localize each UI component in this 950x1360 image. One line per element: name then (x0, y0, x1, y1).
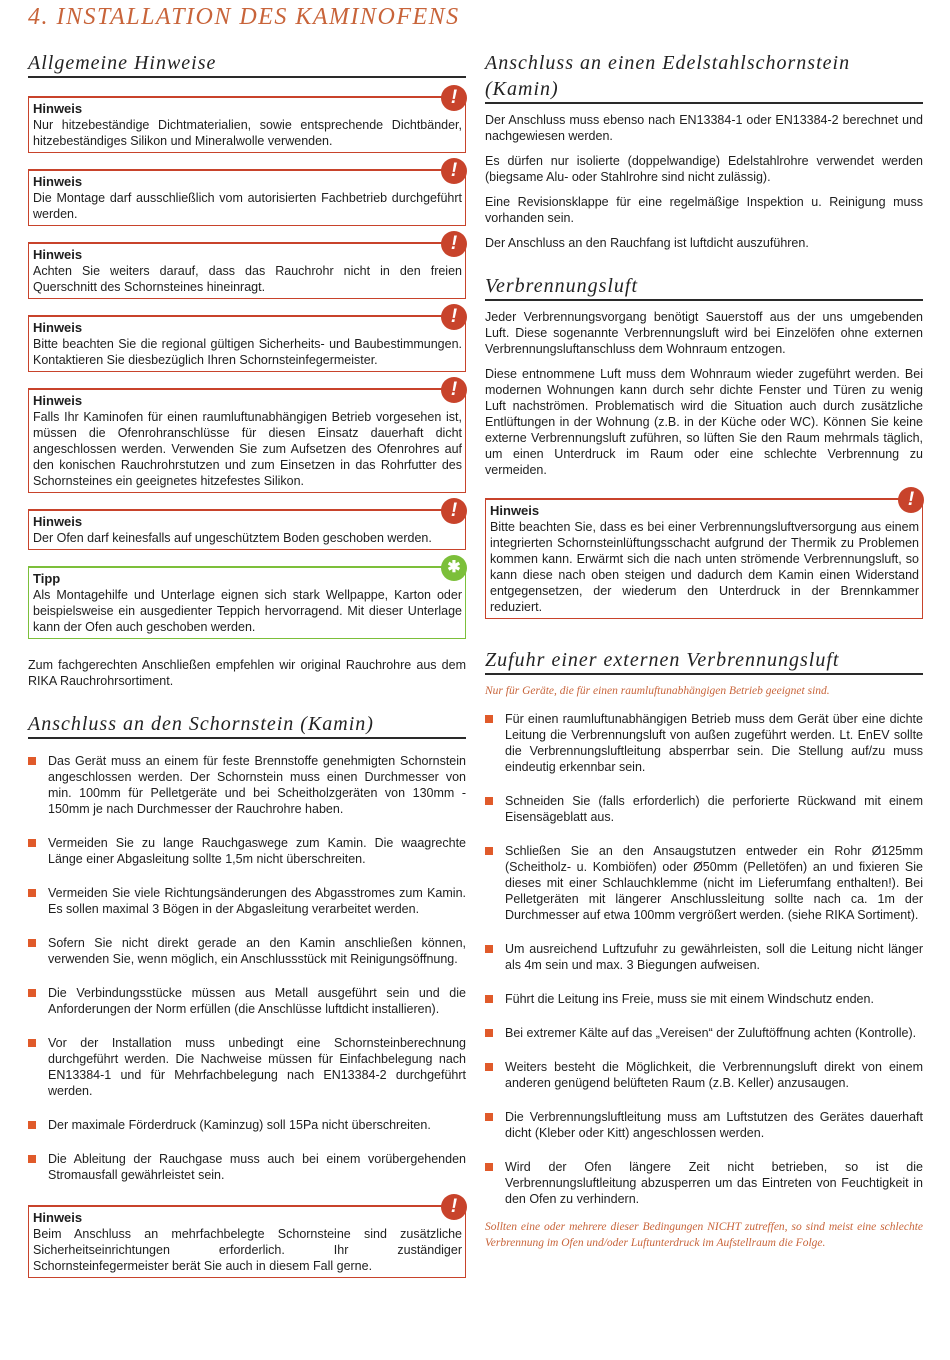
note-box (28, 87, 466, 153)
note-text: Beim Anschluss an mehrfachbelegte Schornsteine sind zusätzliche Sicherheitseinrichtungen erforderlich. Ihr zuständiger Schornsteinfegermeister berät Sie auch in diesem Fall gerne. (33, 1227, 462, 1273)
note-box (28, 233, 466, 299)
warning-icon: ! (441, 304, 467, 330)
list-item: Die Verbindungsstücke müssen aus Metall ausgeführt sein und die Anforderungen der Norm erfüllen (die Anschlüsse luftdicht installieren). (28, 985, 466, 1017)
list-item: Für einen raumluftunabhängigen Betrieb muss dem Gerät über eine dichte Leitung die Verbrennungsluft von außen zugeführt werden. Lt. EnEV sollte die Verbrennungsluftleitung absperrbar sein. Die Stellung auf/zu muss eindeutig erkennbar sein. (485, 711, 923, 775)
general-notes-heading: Allgemeine Hinweise (28, 50, 466, 78)
steel-chimney-heading: Anschluss an einen Edelstahlschornstein (Kamin) (485, 50, 923, 104)
note-text: Die Montage darf ausschließlich vom autorisierten Fachbetrieb durchgeführt werden. (33, 191, 462, 221)
list-item: Führt die Leitung ins Freie, muss sie mit einem Windschutz enden. (485, 991, 923, 1007)
note-text: Der Ofen darf keinesfalls auf ungeschütztem Boden geschoben werden. (33, 531, 432, 545)
list-item: Vermeiden Sie zu lange Rauchgaswege zum Kamin. Die waagrechte Länge einer Abgasleitung sollte 1,5m nicht überschreiten. (28, 835, 466, 867)
list-item: Sofern Sie nicht direkt gerade an den Kamin anschließen können, verwenden Sie, wenn möglich, ein Anschlussstück mit Reinigungsöffnung. (28, 935, 466, 967)
list-item: Das Gerät muss an einem für feste Brennstoffe genehmigten Schornstein angeschlossen werden. Der Schornstein muss einen Durchmesser von min. 100mm für Pelletgeräte und bei Scheitholzgeräten von 130mm - 150mm je nach Durchmesser der Rauchrohre haben. (28, 753, 466, 817)
note-title: Hinweis (33, 174, 83, 189)
paragraph: Diese entnommene Luft muss dem Wohnraum wieder zugeführt werden. Bei modernen Wohnungen kann durch sehr dichte Fenster und Türen zu wenig Luft nachströmen. Problematisch wird die Situation auch durch zusätzliche Entlüftungen in der Wohnung (z.B. in der Küche oder WC). Können Sie keine externe Verbrennungsluft zuführen, so lüften Sie den Raum mehrmals täglich, um einen Unterdruck im Raum oder eine schlechte Verbrennung zu vermeiden. (485, 367, 923, 477)
note-text: Nur hitzebeständige Dichtmaterialien, sowie entsprechende Dichtbänder, hitzebeständiges Silikon und Mineralwolle verwenden. (33, 118, 462, 148)
warning-icon: ! (441, 1194, 467, 1220)
list-item: Der maximale Förderdruck (Kaminzug) soll 15Pa nicht überschreiten. (28, 1117, 466, 1133)
note-text: Achten Sie weiters darauf, dass das Rauchrohr nicht in den freien Querschnitt des Schornsteines hineinragt. (33, 264, 462, 294)
note-title: Hinweis (33, 514, 83, 529)
note-title: Hinweis (33, 1210, 83, 1225)
external-air-bullet-list (485, 711, 923, 1207)
list-item: Weiters besteht die Möglichkeit, die Verbrennungsluft direkt von einem anderen genügend belüfteten Raum (z.B. Keller) anzusaugen. (485, 1059, 923, 1091)
list-item: Schließen Sie an den Ansaugstutzen entweder ein Rohr Ø125mm (Scheitholz- u. Kombiöfen) oder Ø50mm (Pelletöfen) an und fixieren Sie dieses mit einer Schlauchklemme (nicht im Lieferumfang enthalten!). Bei Pelletgeräten mit längerer Anschlussleitung sollte nach ca. 1m der Durchmesser auf etwa 100mm vergrößert werden. (siehe RIKA Sortiment). (485, 843, 923, 923)
note-box (485, 489, 923, 619)
warning-icon: ! (441, 231, 467, 257)
note-box (28, 306, 466, 372)
warning-icon: ! (441, 498, 467, 524)
paragraph: Jeder Verbrennungsvorgang benötigt Sauerstoff aus der uns umgebenden Luft. Diese sogenannte Verbrennungsluft wird bei Einzelöfen ohne externen Verbrennungsluftanschluss dem Wohnraum entzogen. (485, 310, 923, 356)
warning-icon: ! (441, 85, 467, 111)
paragraph: Der Anschluss muss ebenso nach EN13384-1 oder EN13384-2 berechnet und nachgewiesen werden. (485, 113, 923, 143)
chimney-bullet-list (28, 753, 466, 1183)
note-title: Hinweis (33, 320, 83, 335)
note-title: Hinweis (33, 101, 83, 116)
page-title: 4. INSTALLATION DES KAMINOFENS (28, 4, 460, 30)
left-column (28, 50, 466, 1294)
external-air-outro: Sollten eine oder mehrere dieser Bedingungen NICHT zutreffen, so sind meist eine schlechte Verbrennung im Ofen und/oder Luftunterdruck im Aufstellraum die Folge. (485, 1221, 923, 1249)
note-text: Bitte beachten Sie, dass es bei einer Verbrennungsluftversorgung aus einem integrierten Schornsteinlüftungsschacht aufgrund der Thermik zu Problemen kommen kann. Erwärmt sich die nach unten strömende Verbrennungsluft, so kann diese nach oben steigen und dadurch dem Kamin einen Widerstand entgegensetzen, der wiederum den Unterdruck in der Brennkammer reduziert. (490, 520, 919, 614)
warning-icon: ! (441, 377, 467, 403)
list-item: Bei extremer Kälte auf das „Vereisen“ der Zuluftöffnung achten (Kontrolle). (485, 1025, 923, 1041)
note-box (28, 379, 466, 493)
right-column (485, 50, 923, 1251)
paragraph: Der Anschluss an den Rauchfang ist luftdicht auszuführen. (485, 236, 809, 250)
external-air-heading: Zufuhr einer externen Verbrennungsluft (485, 647, 923, 675)
note-box (28, 500, 466, 550)
external-air-intro: Nur für Geräte, die für einen raumluftunabhängigen Betrieb geeignet sind. (485, 685, 830, 697)
combustion-air-heading: Verbrennungsluft (485, 273, 923, 301)
list-item: Vor der Installation muss unbedingt eine Schornsteinberechnung durchgeführt werden. Die Nachweise müssen für Einfachbelegung nach EN13384-1 und für Mehrfachbelegung nach EN13384-2 durchgeführt werden. (28, 1035, 466, 1099)
tip-title: Tipp (33, 571, 61, 586)
note-box (28, 160, 466, 226)
list-item: Vermeiden Sie viele Richtungsänderungen des Abgasstromes zum Kamin. Es sollen maximal 3 Bögen in der Abgasleitung verarbeitet werden. (28, 885, 466, 917)
paragraph: Eine Revisionsklappe für eine regelmäßige Inspektion u. Reinigung muss vorhanden sein. (485, 195, 923, 225)
note-title: Hinweis (490, 503, 540, 518)
list-item: Die Ableitung der Rauchgase muss auch bei einem vorübergehenden Stromausfall gewährleistet sein. (28, 1151, 466, 1183)
note-title: Hinweis (33, 247, 83, 262)
note-title: Hinweis (33, 393, 83, 408)
lightbulb-icon: ✱ (441, 555, 467, 581)
list-item: Wird der Ofen längere Zeit nicht betrieben, so ist die Verbrennungsluftleitung abzusperren um das Eintreten von Feuchtigkeit in den Ofen zu verhindern. (485, 1159, 923, 1207)
warning-icon: ! (898, 487, 924, 513)
chimney-heading: Anschluss an den Schornstein (Kamin) (28, 711, 466, 739)
tip-box (28, 559, 466, 639)
note-box (28, 1196, 466, 1278)
warning-icon: ! (441, 158, 467, 184)
list-item: Schneiden Sie (falls erforderlich) die perforierte Rückwand mit einem Eisensägeblatt aus. (485, 793, 923, 825)
note-text: Falls Ihr Kaminofen für einen raumluftunabhängigen Betrieb vorgesehen ist, müssen die Ofenrohranschlüsse für diesen Einsatz dauerhaft dicht angeschlossen werden. Verwenden Sie zum Aufsetzen des Ofenrohres auf den konischen Rauchrohrstutzen und zum Einsetzen in das Rohrfutter des Schornsteines ein geeignetes hitzefestes Silikon. (33, 410, 462, 488)
recommend-paragraph: Zum fachgerechten Anschließen empfehlen wir original Rauchrohre aus dem RIKA Rauchrohrsortiment. (28, 658, 466, 688)
note-text: Bitte beachten Sie die regional gültigen Sicherheits- und Baubestimmungen. Kontaktieren Sie diesbezüglich Ihren Schornsteinfegermeister. (33, 337, 462, 367)
list-item: Um ausreichend Luftzufuhr zu gewährleisten, soll die Leitung nicht länger als 4m sein und max. 3 Biegungen aufweisen. (485, 941, 923, 973)
tip-text: Als Montagehilfe und Unterlage eignen sich stark Wellpappe, Karton oder beispielsweise ein ausgedienter Teppich hervorragend. Mit dieser Unterlage kann der Ofen auch geschoben werden. (33, 588, 462, 634)
list-item: Die Verbrennungsluftleitung muss am Luftstutzen des Gerätes dauerhaft dicht (Kleber oder Kitt) angeschlossen werden. (485, 1109, 923, 1141)
paragraph: Es dürfen nur isolierte (doppelwandige) Edelstahlrohre verwendet werden (biegsame Alu- oder Stahlrohre sind nicht zulässig). (485, 154, 923, 184)
